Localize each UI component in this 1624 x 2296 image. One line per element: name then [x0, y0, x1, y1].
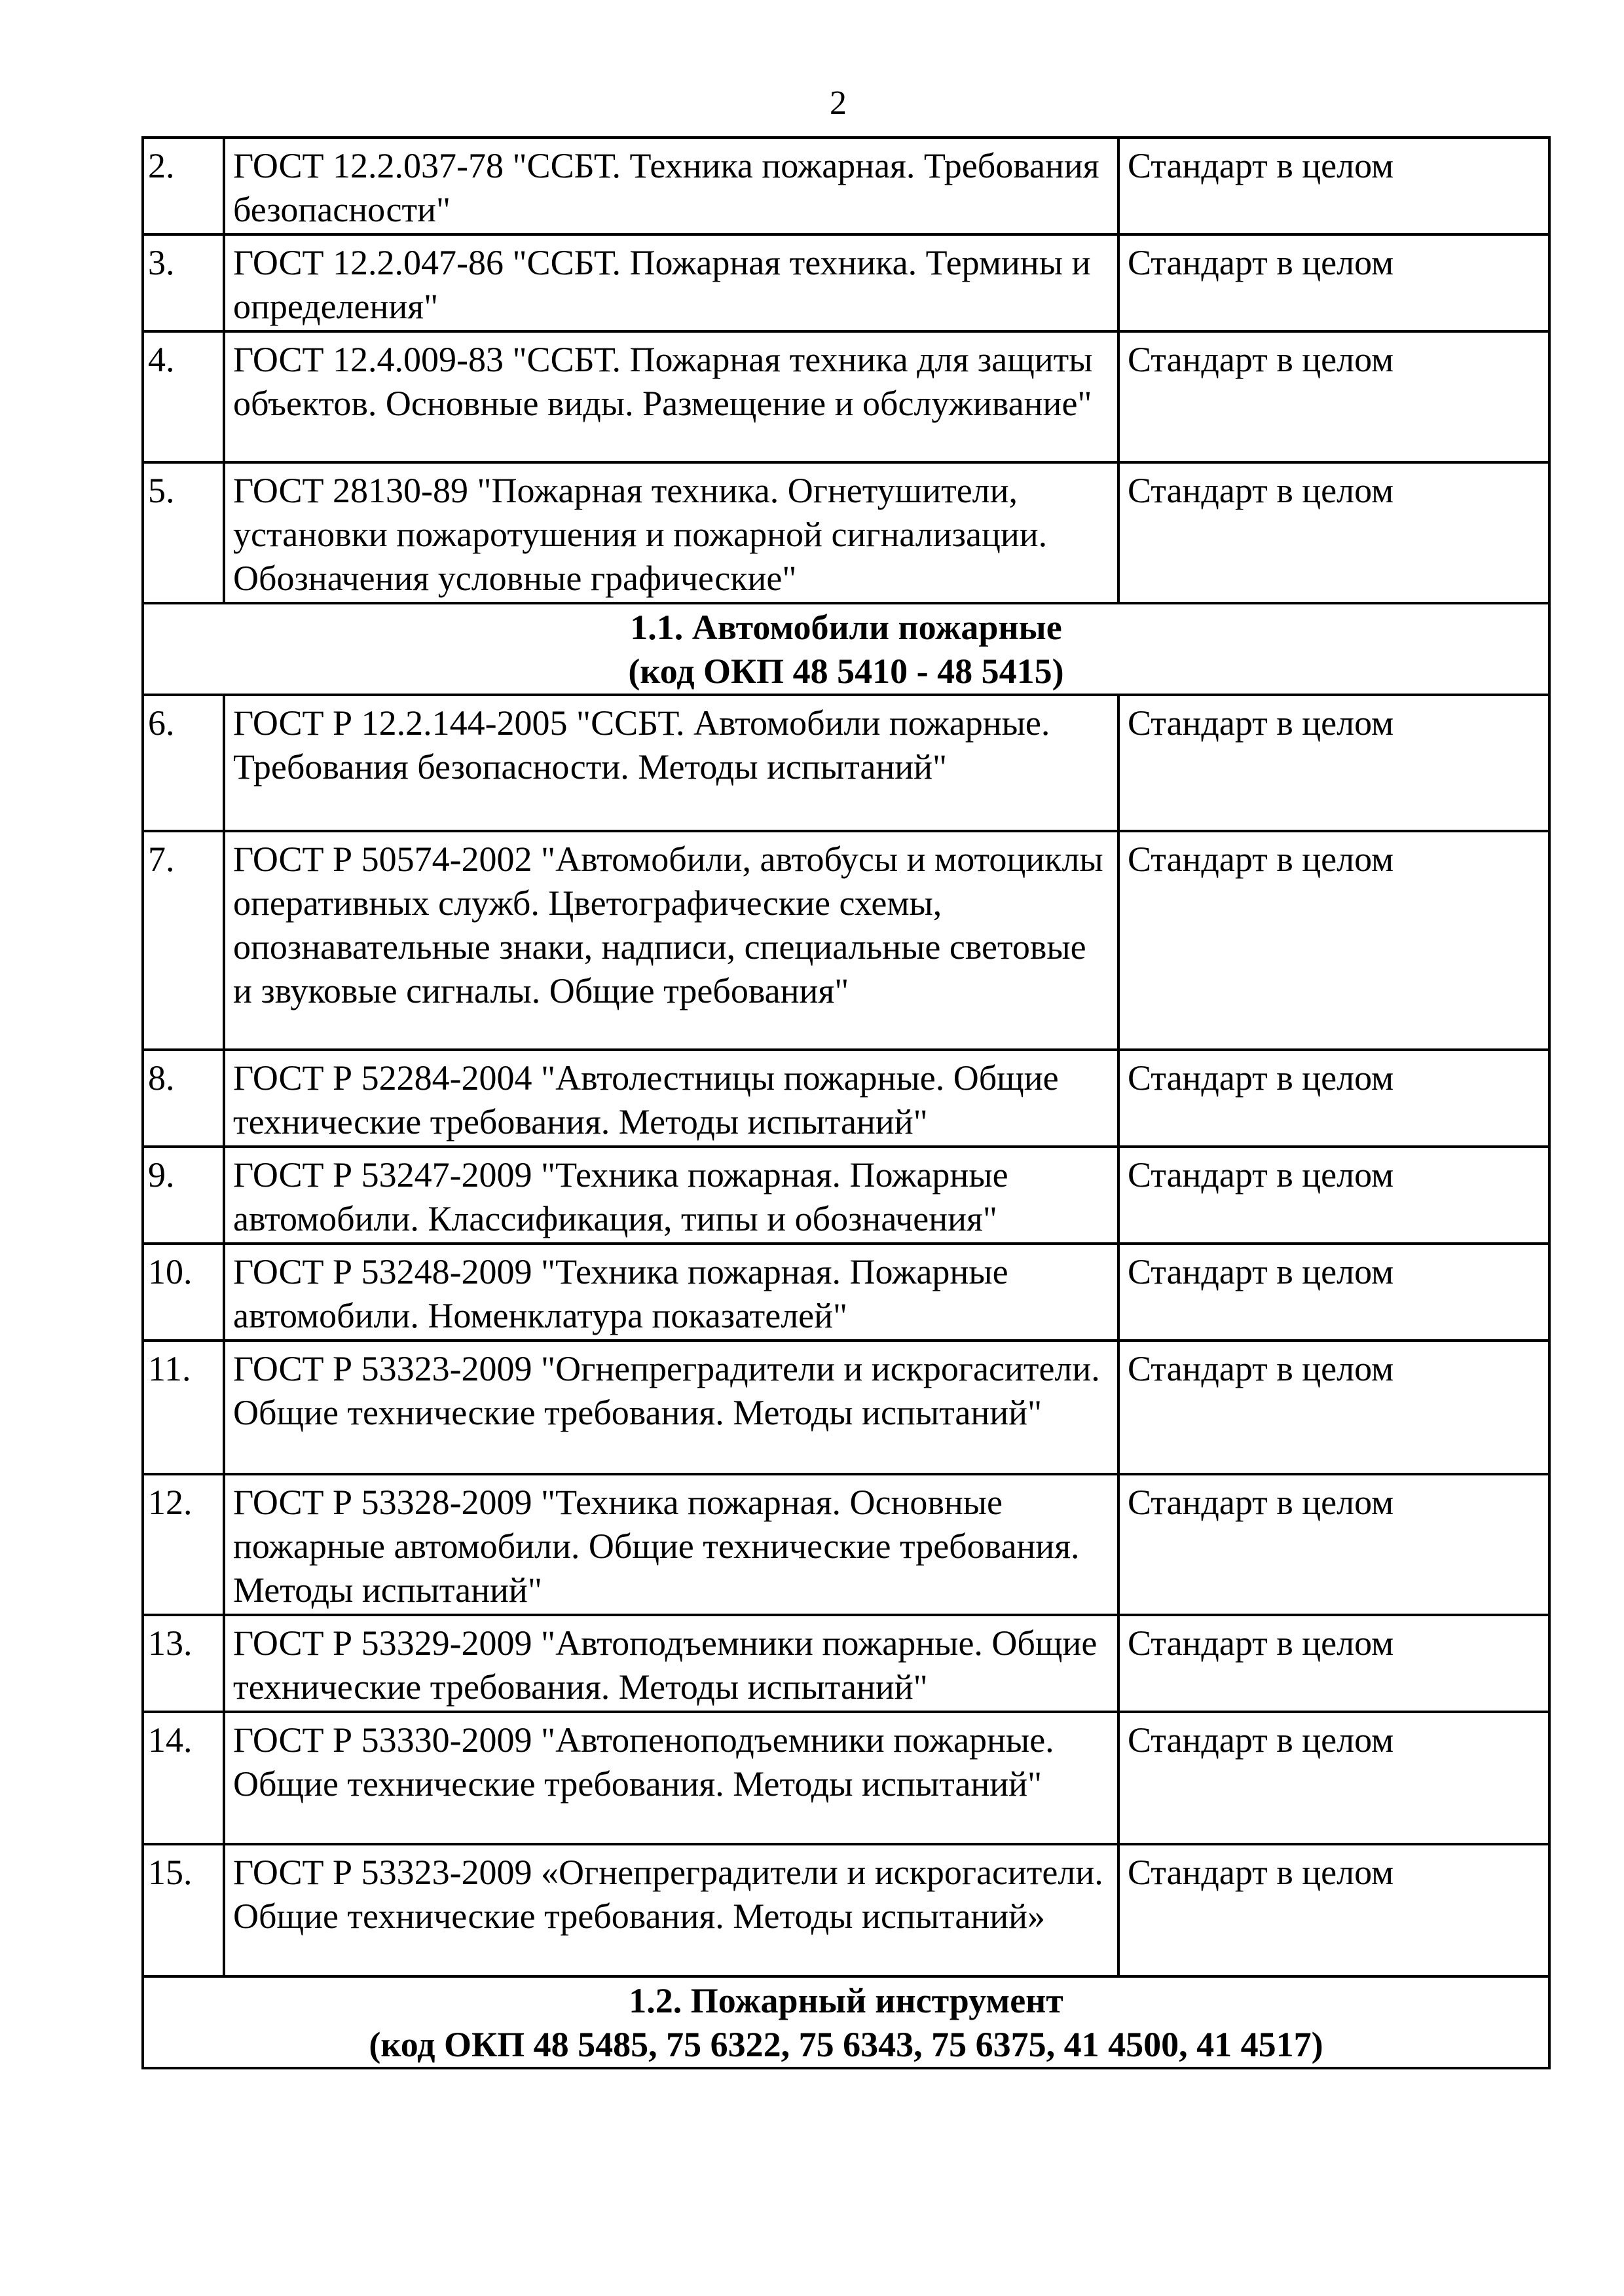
- applicability: Стандарт в целом: [1118, 831, 1549, 1050]
- row-number: 6.: [143, 695, 224, 831]
- applicability: Стандарт в целом: [1118, 1844, 1549, 1976]
- row-number: 13.: [143, 1615, 224, 1712]
- standard-title: ГОСТ Р 53248-2009 "Техника пожарная. Пожарные автомобили. Номенклатура показателей": [224, 1244, 1118, 1341]
- page-number: 2: [830, 84, 847, 122]
- row-number: 15.: [143, 1844, 224, 1976]
- table-row: [143, 1147, 1549, 1244]
- row-number: 9.: [143, 1147, 224, 1244]
- section-heading: [143, 603, 1549, 695]
- row-number: 8.: [143, 1050, 224, 1147]
- section-code: (код ОКП 48 5410 - 48 5415): [628, 652, 1064, 691]
- standard-title: ГОСТ Р 53247-2009 "Техника пожарная. Пожарные автомобили. Классификация, типы и обозначения": [224, 1147, 1118, 1244]
- applicability: Стандарт в целом: [1118, 234, 1549, 331]
- row-number: 2.: [143, 138, 224, 234]
- section-title: 1.1. Автомобили пожарные: [630, 608, 1062, 647]
- table-row: [143, 462, 1549, 603]
- applicability: Стандарт в целом: [1118, 1147, 1549, 1244]
- applicability: Стандарт в целом: [1118, 1712, 1549, 1844]
- standard-title: ГОСТ Р 53323-2009 "Огнепреградители и искрогасители. Общие технические требования. Методы испытаний": [224, 1341, 1118, 1474]
- table-row: [143, 1844, 1549, 1976]
- standard-title: ГОСТ Р 53330-2009 "Автопеноподъемники пожарные. Общие технические требования. Методы испытаний": [224, 1712, 1118, 1844]
- standard-title: ГОСТ Р 12.2.144-2005 "ССБТ. Автомобили пожарные. Требования безопасности. Методы испытаний": [224, 695, 1118, 831]
- applicability: Стандарт в целом: [1118, 462, 1549, 603]
- section-heading: [143, 1976, 1549, 2068]
- applicability: Стандарт в целом: [1118, 695, 1549, 831]
- row-number: 3.: [143, 234, 224, 331]
- standard-title: ГОСТ Р 53323-2009 «Огнепреградители и искрогасители. Общие технические требования. Методы испытаний»: [224, 1844, 1118, 1976]
- table-row: [143, 695, 1549, 831]
- table-row: [143, 1341, 1549, 1474]
- table-row: [143, 138, 1549, 234]
- row-number: 4.: [143, 331, 224, 462]
- applicability: Стандарт в целом: [1118, 1474, 1549, 1615]
- row-number: 7.: [143, 831, 224, 1050]
- standard-title: ГОСТ Р 50574-2002 "Автомобили, автобусы и мотоциклы оперативных служб. Цветографические схемы, опознавательные знаки, надписи, специальные световые и звуковые сигналы. Общие требования": [224, 831, 1118, 1050]
- standard-title: ГОСТ 12.4.009-83 "ССБТ. Пожарная техника для защиты объектов. Основные виды. Размещение и обслуживание": [224, 331, 1118, 462]
- table-row: [143, 331, 1549, 462]
- section-code: (код ОКП 48 5485, 75 6322, 75 6343, 75 6375, 41 4500, 41 4517): [369, 2025, 1323, 2064]
- table-row: [143, 1050, 1549, 1147]
- applicability: Стандарт в целом: [1118, 1050, 1549, 1147]
- standard-title: ГОСТ Р 53329-2009 "Автоподъемники пожарные. Общие технические требования. Методы испытаний": [224, 1615, 1118, 1712]
- standard-title: ГОСТ 12.2.047-86 "ССБТ. Пожарная техника. Термины и определения": [224, 234, 1118, 331]
- row-number: 14.: [143, 1712, 224, 1844]
- table-row: [143, 1474, 1549, 1615]
- table-row: [143, 1244, 1549, 1341]
- applicability: Стандарт в целом: [1118, 1341, 1549, 1474]
- row-number: 10.: [143, 1244, 224, 1341]
- section-heading-row: [143, 1976, 1549, 2068]
- standards-table: [141, 136, 1551, 2069]
- section-title: 1.2. Пожарный инструмент: [629, 1981, 1063, 2020]
- table-row: [143, 1712, 1549, 1844]
- applicability: Стандарт в целом: [1118, 138, 1549, 234]
- standard-title: ГОСТ 28130-89 "Пожарная техника. Огнетушители, установки пожаротушения и пожарной сигнализации. Обозначения условные графические": [224, 462, 1118, 603]
- standard-title: ГОСТ Р 52284-2004 "Автолестницы пожарные. Общие технические требования. Методы испытаний": [224, 1050, 1118, 1147]
- applicability: Стандарт в целом: [1118, 1615, 1549, 1712]
- applicability: Стандарт в целом: [1118, 1244, 1549, 1341]
- row-number: 5.: [143, 462, 224, 603]
- standard-title: ГОСТ Р 53328-2009 "Техника пожарная. Основные пожарные автомобили. Общие технические требования. Методы испытаний": [224, 1474, 1118, 1615]
- table-row: [143, 1615, 1549, 1712]
- table-row: [143, 831, 1549, 1050]
- row-number: 11.: [143, 1341, 224, 1474]
- applicability: Стандарт в целом: [1118, 331, 1549, 462]
- standard-title: ГОСТ 12.2.037-78 "ССБТ. Техника пожарная. Требования безопасности": [224, 138, 1118, 234]
- section-heading-row: [143, 603, 1549, 695]
- table-row: [143, 234, 1549, 331]
- row-number: 12.: [143, 1474, 224, 1615]
